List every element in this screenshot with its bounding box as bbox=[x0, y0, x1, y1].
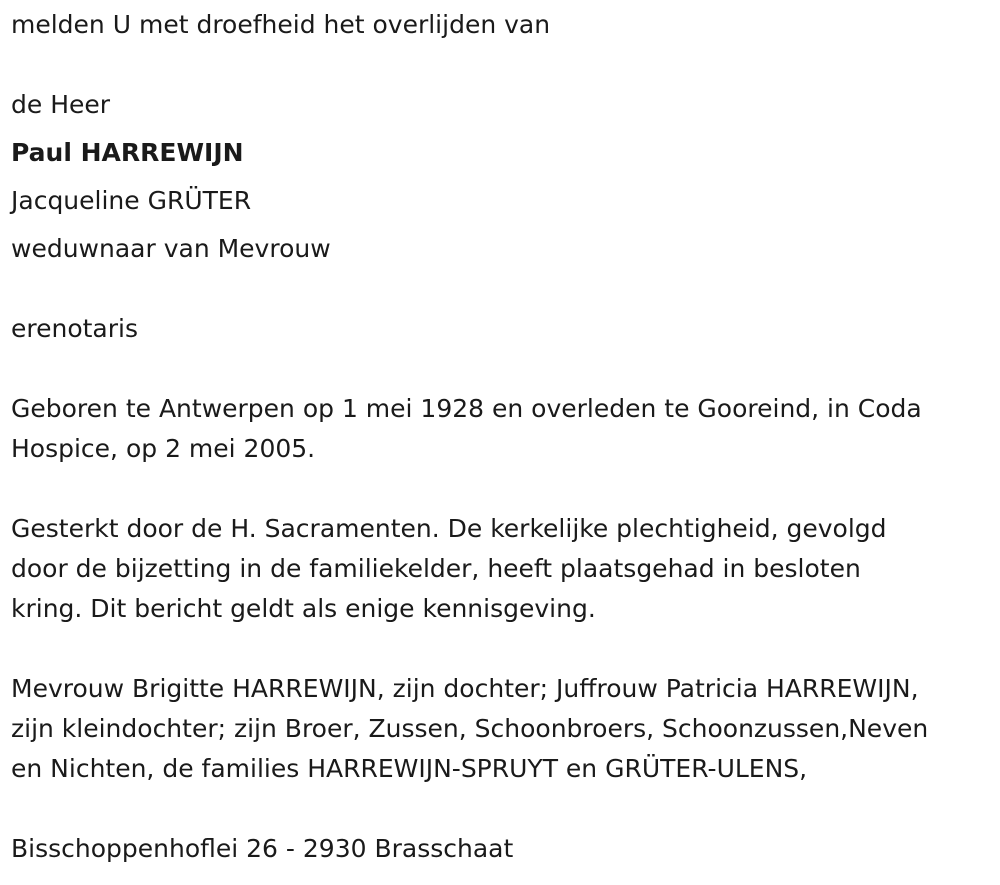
salutation: de Heer bbox=[11, 90, 111, 119]
intro-text: melden U met droefheid het overlijden van bbox=[11, 10, 551, 39]
widower-text: weduwnaar van Mevrouw bbox=[11, 234, 331, 263]
ceremony-line-2: door de bijzetting in de familiekelder, heeft plaatsgehad in besloten bbox=[11, 554, 861, 583]
birth-line-1: Geboren te Antwerpen op 1 mei 1928 en overleden te Gooreind, in Coda bbox=[11, 394, 922, 423]
family-line-1: Mevrouw Brigitte HARREWIJN, zijn dochter; Juffrouw Patricia HARREWIJN, bbox=[11, 674, 919, 703]
ceremony-line-1: Gesterkt door de H. Sacramenten. De kerkelijke plechtigheid, gevolgd bbox=[11, 514, 887, 543]
address: Bisschoppenhoflei 26 - 2930 Brasschaat bbox=[11, 834, 514, 863]
profession: erenotaris bbox=[11, 314, 139, 343]
family-line-3: en Nichten, de families HARREWIJN-SPRUYT en GRÜTER-ULENS, bbox=[11, 754, 808, 783]
spouse-name: Jacqueline GRÜTER bbox=[11, 186, 252, 215]
deceased-name: Paul HARREWIJN bbox=[11, 138, 244, 167]
ceremony-line-3: kring. Dit bericht geldt als enige kennisgeving. bbox=[11, 594, 596, 623]
family-line-2: zijn kleindochter; zijn Broer, Zussen, Schoonbroers, Schoonzussen,Neven bbox=[11, 714, 929, 743]
birth-line-2: Hospice, op 2 mei 2005. bbox=[11, 434, 316, 463]
